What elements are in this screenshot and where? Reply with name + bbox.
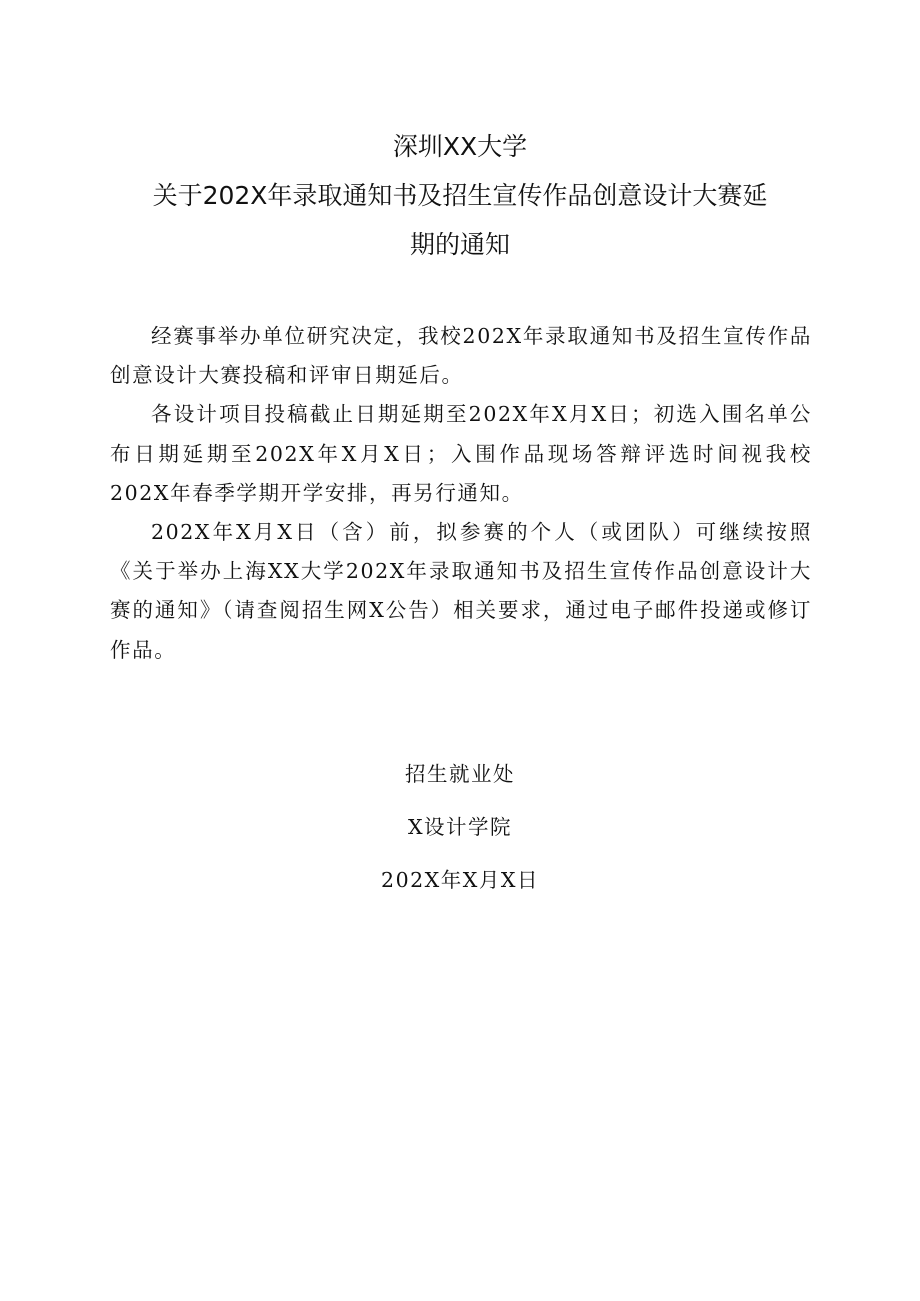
signature-block <box>110 753 810 912</box>
notice-body <box>110 317 812 670</box>
notice-title-line-2: 期的通知 <box>409 230 510 259</box>
paragraph-submission-instructions: 202X年X月X日（含）前，拟参赛的个人（或团队）可继续按照《关于举办上海XX大学202X年录取通知书及招生宣传作品创意设计大赛的通知》（请查阅招生网X公告）相关要求，通过电子邮件投递或修订作品。 <box>110 520 812 662</box>
notice-title-block <box>110 122 810 269</box>
issue-date: 202X年X月X日 <box>381 868 539 892</box>
paragraph-postponement-decision: 经赛事举办单位研究决定，我校202X年录取通知书及招生宣传作品创意设计大赛投稿和评审日期延后。 <box>110 324 812 388</box>
university-name: 深圳XX大学 <box>392 132 528 161</box>
issuing-office: 招生就业处 <box>405 762 515 786</box>
notice-title-line-1: 关于202X年录取通知书及招生宣传作品创意设计大赛延 <box>152 181 768 210</box>
paragraph-new-deadlines: 各设计项目投稿截止日期延期至202X年X月X日；初选入围名单公布日期延期至202X年X月X日；入围作品现场答辩评选时间视我校202X年春季学期开学安排，再另行通知。 <box>110 402 812 505</box>
issuing-school: X设计学院 <box>407 815 513 839</box>
